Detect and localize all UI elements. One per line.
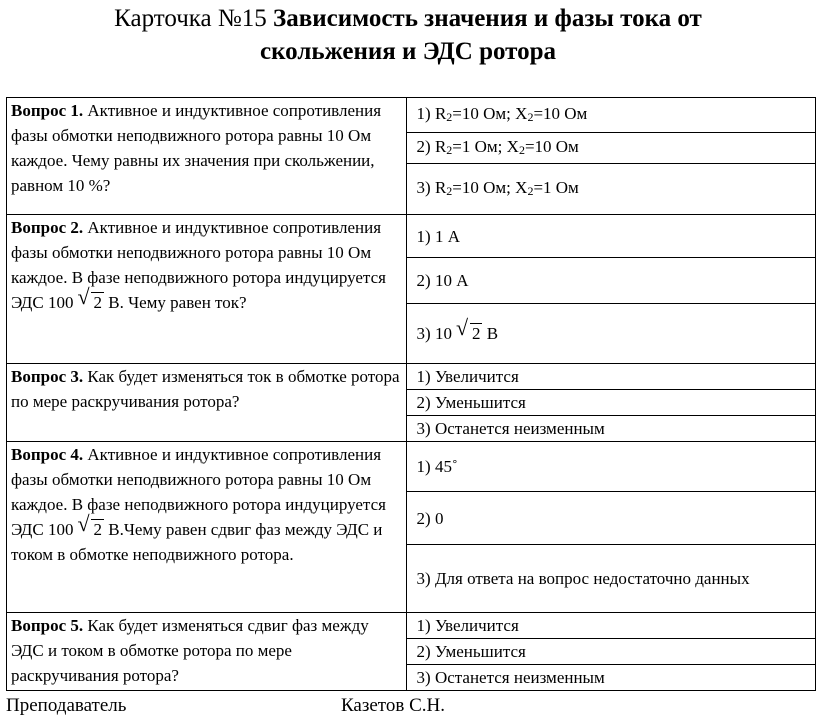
- question-2-cell: [7, 215, 407, 364]
- answer-num: 3): [416, 177, 435, 197]
- card-title: [0, 2, 816, 68]
- answer-x-value: =1 Ом: [533, 177, 579, 197]
- answer-x-sub: 2: [527, 183, 534, 198]
- answer-x: X: [506, 136, 519, 156]
- question-text: Активное и индуктивное сопротивления фазы обмотки неподвижного ротора равны 10 Ом каждое. В фазе неподвижного ротора индуцируется ЭДС 100: [11, 218, 386, 312]
- answer-5-1: 1) Увеличится: [406, 613, 815, 639]
- answer-r-sub: 2: [446, 142, 453, 157]
- question-label: Вопрос 1.: [11, 101, 84, 120]
- question-5-cell: [7, 613, 407, 691]
- radical-icon: √: [77, 284, 90, 309]
- question-label: Вопрос 5.: [11, 616, 84, 635]
- sqrt-symbol: [455, 315, 483, 346]
- answer-5-3: 3) Останется неизменным: [406, 665, 815, 691]
- question-text: Активное и индуктивное сопротивления фазы обмотки неподвижного ротора равны 10 Ом каждое. В фазе неподвижного ротора индуцируется ЭДС 100: [11, 445, 386, 539]
- sqrt-value: 2: [93, 293, 102, 312]
- radical-icon: √: [77, 511, 90, 536]
- answer-4-3: 3) Для ответа на вопрос недостаточно данных: [406, 545, 815, 613]
- teacher-name: Казетов С.Н.: [341, 695, 445, 716]
- answer-r-sub: 2: [446, 183, 453, 198]
- answer-4-1: 1) 45˚: [406, 442, 815, 492]
- question-text: Как будет изменяться сдвиг фаз между ЭДС и током в обмотке ротора по мере раскручивания ротора?: [11, 616, 369, 685]
- question-1-cell: [7, 98, 407, 215]
- answer-x-sub: 2: [527, 109, 534, 124]
- question-text: В.Чему равен сдвиг фаз между ЭДС и током в обмотке неподвижного ротора.: [11, 520, 383, 564]
- answer-x-value: =10 Ом: [533, 103, 588, 123]
- answer-r: R: [434, 136, 447, 156]
- table-row: [7, 613, 816, 639]
- answer-r-sub: 2: [446, 109, 453, 124]
- answer-4-2: 2) 0: [406, 492, 815, 545]
- question-text: Как будет изменяться ток в обмотке ротора по мере раскручивания ротора?: [11, 367, 400, 411]
- sqrt-symbol: [77, 511, 104, 542]
- table-row: [7, 215, 816, 258]
- question-4-cell: [7, 442, 407, 613]
- question-label: Вопрос 4.: [11, 445, 84, 464]
- answer-1-1: [406, 98, 815, 133]
- answer-text: 3) 10: [416, 324, 452, 343]
- question-3-cell: [7, 364, 407, 442]
- title-line-2: скольжения и ЭДС ротора: [259, 38, 556, 65]
- answer-r-value: =1 Ом;: [452, 136, 507, 156]
- title-line-1: [0, 2, 816, 35]
- answer-3-2: 2) Уменьшится: [406, 390, 815, 416]
- answer-1-2: [406, 133, 815, 164]
- answer-3-3: 3) Останется неизменным: [406, 416, 815, 442]
- title-bold-1: Зависимость значения и фазы тока от: [273, 5, 702, 32]
- answer-r: R: [434, 177, 447, 197]
- sqrt-symbol: [77, 284, 104, 315]
- question-label: Вопрос 2.: [11, 218, 84, 237]
- answer-r-value: =10 Ом;: [452, 103, 516, 123]
- table-row: [7, 98, 816, 133]
- answer-2-3: [406, 304, 815, 364]
- answer-num: 1): [416, 103, 435, 123]
- answer-x: X: [515, 103, 528, 123]
- answer-2-2: 2) 10 А: [406, 258, 815, 304]
- questions-table: [6, 97, 816, 691]
- answer-x-sub: 2: [518, 142, 525, 157]
- answer-r-value: =10 Ом;: [452, 177, 516, 197]
- question-text: Активное и индуктивное сопротивления фазы обмотки неподвижного ротора равны 10 Ом каждое. Чему равны их значения при скольжении, равном 10 %?: [11, 101, 382, 195]
- answer-x: X: [515, 177, 528, 197]
- answer-r: R: [434, 103, 447, 123]
- table-row: [7, 364, 816, 390]
- answer-x-value: =10 Ом: [524, 136, 579, 156]
- sqrt-value: 2: [471, 324, 481, 343]
- title-prefix: Карточка №15: [114, 5, 274, 32]
- table-row: [7, 442, 816, 492]
- radical-icon: √: [455, 315, 469, 340]
- answer-text: В: [482, 324, 499, 343]
- answer-1-3: [406, 164, 815, 215]
- answer-3-1: 1) Увеличится: [406, 364, 815, 390]
- question-label: Вопрос 3.: [11, 367, 84, 386]
- teacher-role: Преподаватель: [6, 695, 127, 716]
- sqrt-value: 2: [93, 520, 102, 539]
- answer-num: 2): [416, 136, 435, 156]
- answer-5-2: 2) Уменьшится: [406, 639, 815, 665]
- question-text: В. Чему равен ток?: [103, 293, 247, 312]
- answer-2-1: 1) 1 А: [406, 215, 815, 258]
